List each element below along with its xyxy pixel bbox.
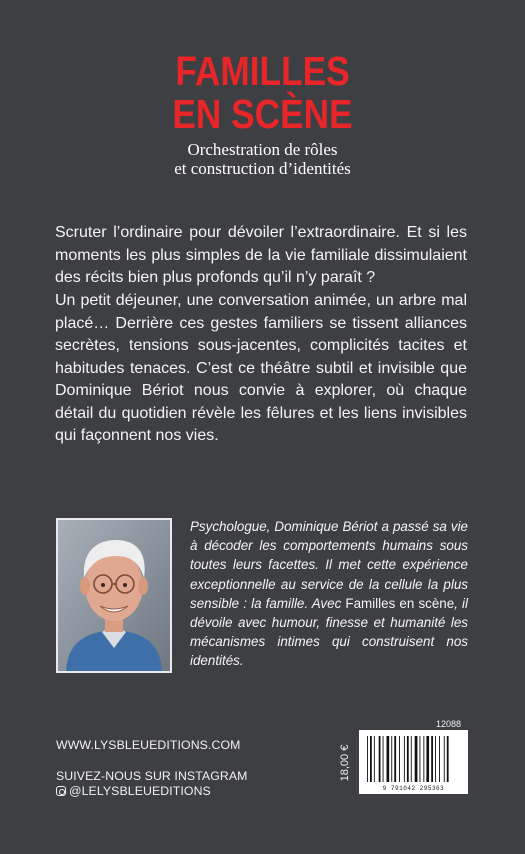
author-bio-intro: Psychologue, Dominique Bériot a passé sa vie à décoder les comportements humains sous toutes leurs facettes. Il met cette expérience exceptionnelle au service de la cellule la plus sensible : la famille. Avec xyxy=(190,519,468,611)
author-photo xyxy=(56,518,172,673)
author-bio xyxy=(190,517,468,671)
price-label xyxy=(334,735,356,800)
instagram-handle[interactable]: @LELYSBLEUEDITIONS xyxy=(69,784,211,798)
instagram-icon xyxy=(56,786,66,796)
author-bio-outro: , il dévoile avec humour, finesse et humanité les mécanismes intimes qui construisent nos identités. xyxy=(190,595,468,669)
book-subtitle-line-2: et construction d’identités xyxy=(174,159,351,178)
price-value: 18,00 € xyxy=(339,744,351,782)
barcode xyxy=(359,730,468,794)
book-subtitle-line-1: Orchestration de rôles xyxy=(187,140,338,159)
instagram-handle-row[interactable] xyxy=(56,784,211,798)
summary-paragraph-2: Un petit déjeuner, une conversation animée, un arbre mal placé… Derrière ces gestes familiers se tissent alliances secrètes, tensions sous-jacentes, complicités tacites et habitudes tenaces. C’est ce théâtre subtil et invisible que Dominique Bériot nous convie à explorer, où chaque détail du quotidien révèle les fêlures et les liens invisibles qui façonnent nos vies. xyxy=(55,292,467,444)
summary-paragraph-1: Scruter l’ordinaire pour dévoiler l’extraordinaire. Et si les moments les plus simples de la vie familiale dissimulaient des récits bien plus profonds qu’il n’y paraît ? xyxy=(55,224,467,286)
book-title-line-2: EN SCÈNE xyxy=(172,91,353,137)
instagram-follow-label: SUIVEZ-NOUS SUR INSTAGRAM xyxy=(56,769,248,783)
isbn-number: 9 791042 295363 xyxy=(382,785,445,792)
book-title-line-1: FAMILLES xyxy=(175,48,350,94)
book-code: 12088 xyxy=(436,719,462,729)
author-bio-book-title: Familles en scène xyxy=(345,595,455,611)
publisher-website[interactable]: WWW.LYSBLEUEDITIONS.COM xyxy=(56,738,241,752)
